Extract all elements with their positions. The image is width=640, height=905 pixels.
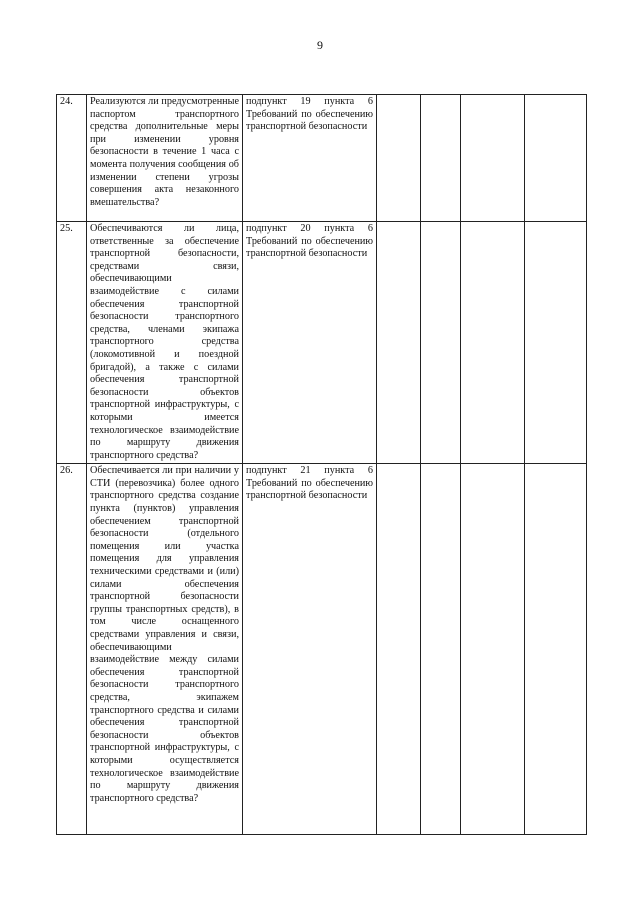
notes-cell	[525, 95, 587, 222]
notes-cell	[525, 464, 587, 835]
row-number: 24.	[57, 95, 87, 222]
reference-cell: подпункт 19 пункта 6 Требований по обеспечению транспортной безопасности	[243, 95, 377, 222]
answer-na-cell	[461, 222, 525, 464]
question-cell	[87, 222, 243, 464]
question-cell	[87, 95, 243, 222]
checklist-table	[56, 94, 587, 835]
answer-yes-cell	[377, 222, 421, 464]
row-number: 26.	[57, 464, 87, 835]
table-row	[57, 464, 587, 835]
row-number: 25.	[57, 222, 87, 464]
answer-no-cell	[421, 222, 461, 464]
answer-yes-cell	[377, 95, 421, 222]
notes-cell	[525, 222, 587, 464]
answer-yes-cell	[377, 464, 421, 835]
answer-no-cell	[421, 464, 461, 835]
answer-na-cell	[461, 95, 525, 222]
answer-no-cell	[421, 95, 461, 222]
reference-cell: подпункт 21 пункта 6 Требований по обеспечению транспортной безопасности	[243, 464, 377, 835]
question-text: Реализуются ли предусмотренные паспортом транспортного средства дополнительные меры при изменении уровня безопасности в течение 1 часа с момента получения сообщения об изменении степени угрозы совершения акта незаконного вмешательства?	[90, 96, 239, 208]
page-number: 9	[317, 38, 323, 52]
table-row	[57, 222, 587, 464]
question-cell	[87, 464, 243, 835]
answer-na-cell	[461, 464, 525, 835]
table-row	[57, 95, 587, 222]
question-text: Обеспечиваются ли лица, ответственные за обеспечение транспортной безопасности, средствами связи, обеспечивающими взаимодействие с силами обеспечения транспортной безопасности транспортного средства, членами экипажа транспортного средства (локомотивной и поездной бригадой), а также с силами обеспечения транспортной безопасности объектов транспортной инфраструктуры, с которыми имеется технологическое взаимодействие по маршруту движения транспортного средства?	[90, 223, 239, 461]
reference-cell: подпункт 20 пункта 6 Требований по обеспечению транспортной безопасности	[243, 222, 377, 464]
question-text: Обеспечивается ли при наличии у СТИ (перевозчика) более одного транспортного средства создание пункта (пунктов) управления обеспечением транспортной безопасности (отдельного помещения или участка помещения для управления техническими средствами и (или) силами обеспечения транспортной безопасности группы транспортных средств), в том числе оснащенного средствами управления и связи, обеспечивающими взаимодействие между силами обеспечения транспортной безопасности транспортного средства, экипажем транспортного средства и силами обеспечения транспортной безопасности объектов транспортной инфраструктуры, с которыми осуществляется технологическое взаимодействие по маршруту движения транспортного средства?	[90, 465, 239, 804]
